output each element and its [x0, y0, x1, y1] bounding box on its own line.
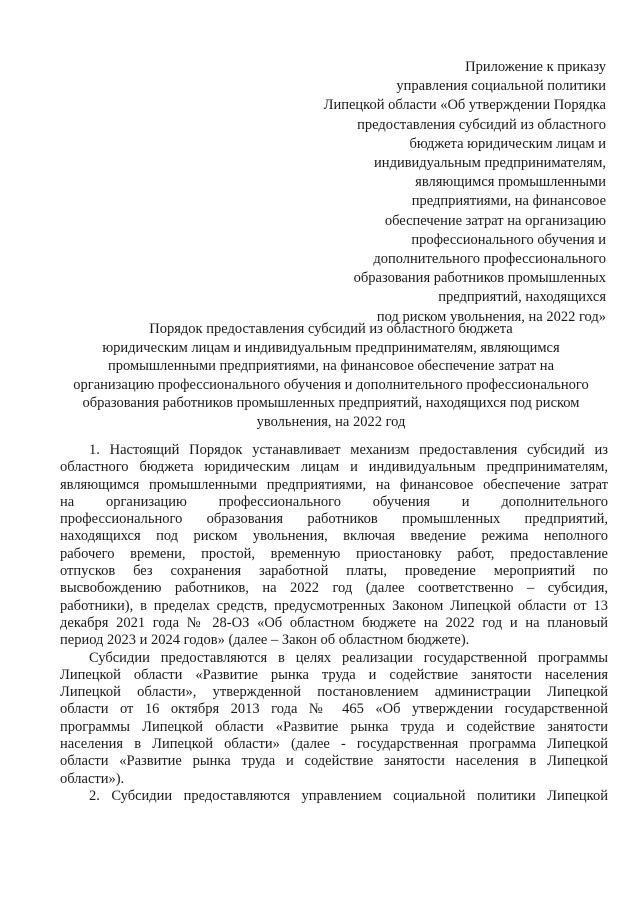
- appendix-line: Липецкой области «Об утверждении Порядка: [323, 97, 606, 114]
- appendix-line: предприятиями, на финансовое: [411, 193, 606, 210]
- appendix-line: дополнительного профессионального: [373, 251, 606, 268]
- title-line: юридическим лицам и индивидуальным предпринимателям, являющимся: [102, 339, 560, 356]
- paragraph-2: [60, 650, 608, 788]
- appendix-line: предприятий, находящихся: [438, 289, 606, 306]
- document-body: [60, 442, 608, 805]
- appendix-line: являющимся промышленными: [415, 174, 606, 191]
- paragraph-line: отпусков без сохранения заработной платы, проведение мероприятий по: [60, 563, 608, 580]
- paragraph-line: профессионального образования работников промышленных предприятий,: [60, 511, 608, 528]
- paragraph-line: областного бюджета юридическим лицам и индивидуальным предпринимателям,: [60, 459, 608, 476]
- paragraph-line: период 2023 и 2024 годов» (далее – Закон об областном бюджете).: [60, 632, 470, 649]
- title-line: Порядок предоставления субсидий из областного бюджета: [149, 321, 513, 337]
- paragraph-line: находящихся под риском увольнения, включая введение режима неполного: [60, 528, 608, 545]
- paragraph-line: области «Развитие рынка труда и содействие занятости населения в Липецкой: [60, 753, 608, 770]
- appendix-line: обеспечение затрат на организацию: [384, 212, 606, 229]
- appendix-line: профессионального обучения и: [411, 231, 606, 248]
- appendix-line: Приложение к приказу: [465, 59, 606, 75]
- paragraph-line: Липецкой области «Развитие рынка труда и содействие занятости населения: [60, 666, 608, 683]
- document-title: [55, 320, 607, 432]
- appendix-line: предоставления субсидий из областного: [357, 116, 606, 133]
- paragraph-line: программы Липецкой области «Развитие рынка труда и содействие занятости: [60, 718, 608, 735]
- title-line: промышленными предприятиями, на финансовое обеспечение затрат на: [107, 358, 555, 375]
- appendix-line: под риском увольнения, на 2022 год»: [376, 308, 606, 325]
- appendix-line: управления социальной политики: [396, 78, 606, 95]
- paragraph-line: являющимся промышленными предприятиями, на финансовое обеспечение затрат: [60, 476, 608, 493]
- paragraph-line: области»).: [60, 770, 125, 787]
- appendix-line: индивидуальным предпринимателям,: [374, 155, 606, 172]
- paragraph-line: рабочего времени, простой, временную приостановку работ, предоставление: [60, 545, 608, 562]
- paragraph-line: Липецкой области», утвержденной постановлением администрации Липецкой: [60, 684, 608, 701]
- paragraph-line: работники), в пределах средств, предусмотренных Законом Липецкой области от 13: [60, 597, 608, 614]
- paragraph-line: высвобождению работников, на 2022 год (далее соответственно – субсидия,: [60, 580, 608, 597]
- title-line: организацию профессионального обучения и дополнительного профессионального: [73, 376, 589, 393]
- paragraph-line: на организацию профессионального обучения и дополнительного: [60, 493, 608, 510]
- paragraph-line: 1. Настоящий Порядок устанавливает механизм предоставления субсидий из: [89, 442, 608, 458]
- paragraph-line: населения в Липецкой области» (далее - государственная программа Липецкой: [60, 736, 608, 753]
- appendix-line: образования работников промышленных: [353, 270, 606, 287]
- appendix-header: [276, 58, 606, 327]
- paragraph-line: области от 16 октября 2013 года № 465 «Об утверждении государственной: [60, 701, 608, 718]
- appendix-line: бюджета юридическим лицам и: [409, 135, 606, 152]
- paragraph-line: Субсидии предоставляются в целях реализации государственной программы: [89, 649, 608, 666]
- paragraph-line: декабря 2021 года № 28-ОЗ «Об областном бюджете на 2022 год и на плановый: [60, 614, 608, 631]
- title-line: увольнения, на 2022 год: [256, 413, 406, 430]
- title-line: образования работников промышленных предприятий, находящихся под риском: [82, 395, 580, 412]
- paragraph-line: 2. Субсидии предоставляются управлением социальной политики Липецкой: [89, 787, 608, 804]
- paragraph-1: [60, 442, 608, 650]
- paragraph-3: [60, 788, 608, 805]
